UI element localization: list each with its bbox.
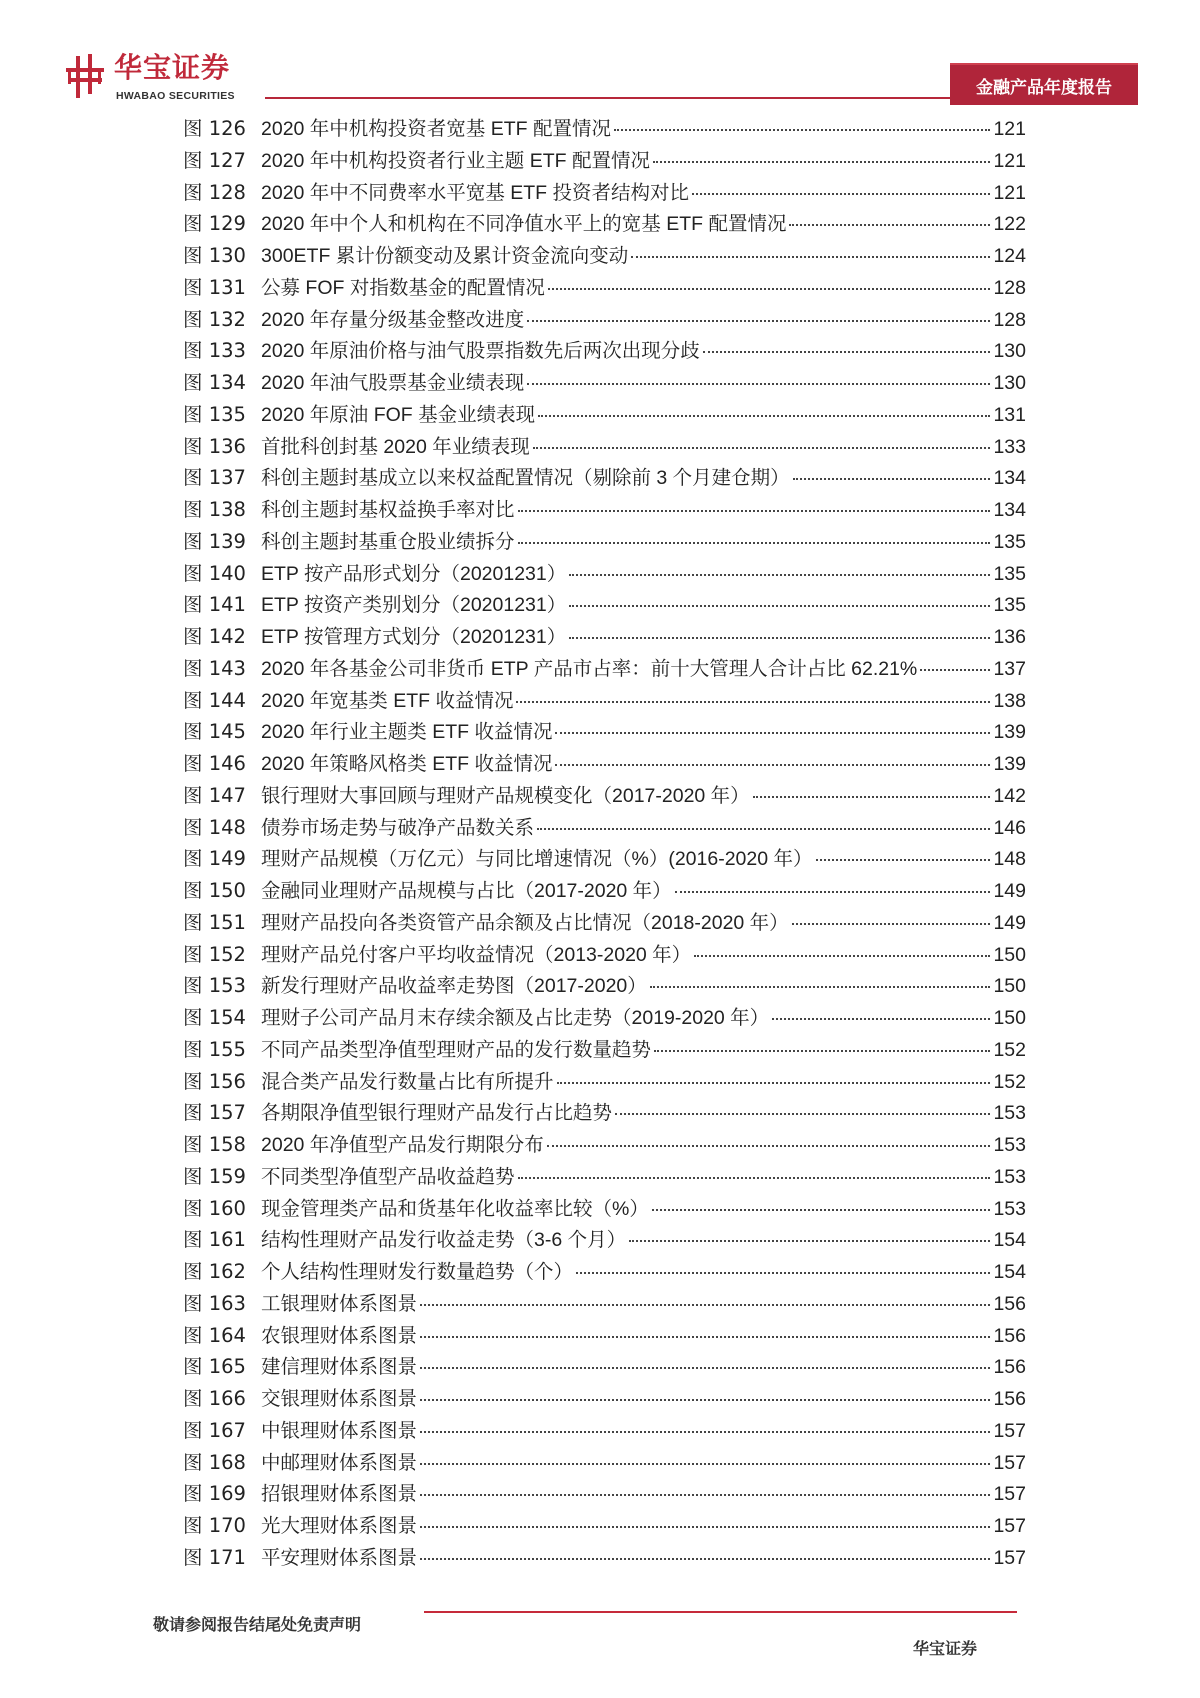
figure-title: 首批科创封基 2020 年业绩表现 [261, 435, 530, 458]
page-number: 149 [993, 911, 1026, 934]
figure-title: 个人结构性理财发行数量趋势（个） [261, 1261, 574, 1283]
toc-entry[interactable] [183, 1542, 1026, 1574]
figure-number: 图 134 [183, 371, 246, 394]
dot-leader [569, 574, 990, 576]
figure-title: ETP 按资产类别划分（20201231） [261, 594, 567, 617]
page-number: 146 [993, 816, 1026, 839]
dot-leader [557, 1082, 991, 1084]
page-number: 121 [993, 149, 1026, 172]
page-number: 157 [993, 1451, 1026, 1474]
dot-leader [420, 1463, 990, 1465]
figure-title: 中银理财体系图景 [261, 1419, 418, 1442]
page-number: 148 [993, 848, 1026, 871]
figure-number: 图 131 [183, 275, 246, 299]
page-number: 149 [993, 880, 1026, 902]
page-number: 157 [993, 1419, 1026, 1442]
dot-leader [631, 256, 990, 258]
figure-title: 2020 年存量分级基金整改进度 [261, 308, 525, 331]
figure-number: 图 164 [183, 1323, 246, 1347]
figure-title: 光大理财体系图景 [261, 1515, 418, 1537]
toc-entry[interactable] [183, 780, 1026, 812]
toc-entry[interactable] [183, 1510, 1026, 1542]
figure-number: 图 159 [183, 1164, 246, 1188]
figure-number: 图 147 [183, 783, 246, 807]
figure-title: 2020 年各基金公司非货币 ETP 产品市占率：前十大管理人合计占比 62.21% [261, 657, 918, 680]
figure-number: 图 160 [183, 1196, 246, 1220]
figure-number: 图 145 [183, 720, 246, 744]
figure-number: 图 163 [183, 1291, 246, 1315]
figure-number: 图 153 [183, 974, 246, 998]
dot-leader [569, 605, 990, 607]
figure-number: 图 152 [183, 942, 246, 966]
toc-entry[interactable] [183, 1415, 1026, 1447]
figure-title: 理财产品兑付客户平均收益情况（2013-2020 年） [261, 943, 692, 966]
figure-title: 金融同业理财产品规模与占比（2017-2020 年） [261, 880, 672, 902]
figure-title: 各期限净值型银行理财产品发行占比趋势 [261, 1102, 613, 1125]
figure-number: 图 150 [183, 879, 246, 902]
logo-mark-icon [64, 54, 106, 100]
toc-entry[interactable] [183, 1320, 1026, 1352]
page-number: 128 [993, 308, 1026, 331]
figure-number: 图 169 [183, 1482, 246, 1506]
figure-title: 理财产品规模（万亿元）与同比增速情况（%）(2016-2020 年） [261, 848, 813, 871]
dot-leader [527, 320, 990, 322]
page-number: 139 [993, 753, 1026, 775]
figure-title: 农银理财体系图景 [261, 1324, 418, 1347]
page-number: 157 [993, 1546, 1026, 1569]
page-number: 128 [993, 276, 1026, 299]
toc-entry[interactable] [183, 1478, 1026, 1510]
page-number: 135 [993, 594, 1026, 617]
page-number: 150 [993, 1007, 1026, 1029]
dot-leader [518, 510, 991, 512]
page-number: 154 [993, 1261, 1026, 1283]
page-number: 150 [993, 975, 1026, 998]
logo-text-cn: 华宝证券 [114, 51, 231, 84]
figure-number: 图 126 [183, 117, 246, 140]
toc-entry[interactable] [183, 1034, 1026, 1066]
dot-leader [694, 955, 990, 957]
page-number: 153 [993, 1102, 1026, 1125]
footer-brand: 华宝证券 [913, 1639, 978, 1658]
page-number: 154 [993, 1229, 1026, 1252]
logo-text-en: HWABAO SECURITIES [116, 90, 235, 102]
figure-number: 图 130 [183, 244, 246, 267]
figure-title: 2020 年油气股票基金业绩表现 [261, 372, 525, 394]
report-type-badge: 金融产品年度报告 [950, 63, 1138, 105]
toc-entry[interactable] [183, 272, 1026, 304]
toc-entry[interactable] [183, 431, 1026, 463]
dot-leader [420, 1367, 990, 1369]
figure-title: 科创主题封基重仓股业绩拆分 [261, 530, 515, 553]
figure-title: 招银理财体系图景 [261, 1483, 418, 1506]
dot-leader [772, 1018, 990, 1020]
toc-entry[interactable] [183, 1383, 1026, 1415]
toc-entry[interactable] [183, 367, 1026, 399]
figure-number: 图 140 [183, 561, 246, 585]
figure-title: 工银理财体系图景 [261, 1292, 418, 1315]
toc-entry[interactable] [183, 526, 1026, 558]
figure-title: 2020 年净值型产品发行期限分布 [261, 1134, 544, 1156]
dot-leader [527, 383, 990, 385]
page-number: 134 [993, 499, 1026, 521]
figure-title: 2020 年中机构投资者宽基 ETF 配置情况 [261, 118, 611, 140]
figure-title: 结构性理财产品发行收益走势（3-6 个月） [261, 1229, 627, 1252]
figure-title: 交银理财体系图景 [261, 1388, 418, 1410]
figure-title: 建信理财体系图景 [261, 1356, 418, 1379]
toc-entry[interactable] [183, 1447, 1026, 1479]
dot-leader [518, 542, 991, 544]
dot-leader [614, 129, 990, 131]
page-number: 133 [993, 435, 1026, 458]
figure-title: 科创主题封基权益换手率对比 [261, 499, 515, 521]
figure-table-of-contents [183, 113, 1026, 1574]
dot-leader [692, 193, 990, 195]
toc-entry[interactable] [183, 145, 1026, 177]
figure-title: 理财产品投向各类资管产品余额及占比情况（2018-2020 年） [261, 911, 789, 934]
figure-number: 图 142 [183, 625, 246, 648]
figure-title: 300ETF 累计份额变动及累计资金流向变动 [261, 245, 629, 267]
figure-title: ETP 按产品形式划分（20201231） [261, 562, 567, 585]
toc-entry[interactable] [183, 208, 1026, 240]
toc-entry[interactable] [183, 685, 1026, 717]
toc-entry[interactable] [183, 1002, 1026, 1034]
dot-leader [792, 923, 991, 925]
toc-entry[interactable] [183, 558, 1026, 590]
toc-entry[interactable] [183, 462, 1026, 494]
page-number: 131 [993, 403, 1026, 426]
dot-leader [420, 1526, 990, 1528]
dot-leader [420, 1304, 990, 1306]
disclaimer-note: 敬请参阅报告结尾处免责声明 [153, 1615, 362, 1634]
toc-entry[interactable] [183, 177, 1026, 209]
figure-number: 图 146 [183, 752, 246, 775]
page-number: 138 [993, 689, 1026, 712]
figure-title: 公募 FOF 对指数基金的配置情况 [261, 276, 545, 299]
toc-entry[interactable] [183, 240, 1026, 272]
page-number: 153 [993, 1134, 1026, 1156]
toc-entry[interactable] [183, 1097, 1026, 1129]
page-number: 135 [993, 530, 1026, 553]
figure-number: 图 144 [183, 688, 246, 712]
dot-leader [547, 1145, 991, 1147]
figure-title: 2020 年策略风格类 ETF 收益情况 [261, 753, 553, 775]
toc-entry[interactable] [183, 812, 1026, 844]
page-number: 156 [993, 1324, 1026, 1347]
toc-entry[interactable] [183, 653, 1026, 685]
figure-title: 平安理财体系图景 [261, 1546, 418, 1569]
dot-leader [816, 859, 991, 861]
figure-number: 图 137 [183, 466, 246, 490]
figure-title: 不同产品类型净值型理财产品的发行数量趋势 [261, 1038, 652, 1061]
dot-leader [420, 1336, 990, 1338]
page-number: 136 [993, 626, 1026, 648]
figure-number: 图 132 [183, 307, 246, 331]
toc-entry[interactable] [183, 304, 1026, 336]
page-number: 139 [993, 721, 1026, 744]
dot-leader [652, 1209, 991, 1211]
page-number: 137 [993, 657, 1026, 680]
figure-number: 图 141 [183, 593, 246, 617]
figure-number: 图 161 [183, 1228, 246, 1252]
dot-leader [615, 1113, 990, 1115]
page-number: 134 [993, 467, 1026, 490]
figure-title: ETP 按管理方式划分（20201231） [261, 626, 567, 648]
dot-leader [533, 447, 991, 449]
page-number: 142 [993, 784, 1026, 807]
toc-entry[interactable] [183, 1224, 1026, 1256]
figure-number: 图 136 [183, 434, 246, 458]
toc-entry[interactable] [183, 1256, 1026, 1288]
page-number: 156 [993, 1388, 1026, 1410]
figure-number: 图 135 [183, 402, 246, 426]
page-number: 156 [993, 1356, 1026, 1379]
figure-title: 债券市场走势与破净产品数关系 [261, 816, 535, 839]
figure-number: 图 157 [183, 1101, 246, 1125]
toc-entry[interactable] [183, 1193, 1026, 1225]
figure-title: 2020 年中不同费率水平宽基 ETF 投资者结构对比 [261, 181, 689, 204]
page-number: 135 [993, 562, 1026, 585]
page-number: 152 [993, 1038, 1026, 1061]
dot-leader [518, 1177, 991, 1179]
figure-number: 图 168 [183, 1450, 246, 1474]
figure-title: 中邮理财体系图景 [261, 1451, 418, 1474]
toc-entry[interactable] [183, 1066, 1026, 1098]
toc-entry[interactable] [183, 907, 1026, 939]
dot-leader [538, 415, 990, 417]
footer-divider [424, 1611, 1017, 1613]
toc-entry[interactable] [183, 875, 1026, 907]
page-number: 121 [993, 181, 1026, 204]
figure-title: 不同类型净值型产品收益趋势 [261, 1165, 515, 1188]
page-number: 157 [993, 1515, 1026, 1537]
figure-title: 混合类产品发行数量占比有所提升 [261, 1070, 554, 1093]
toc-entry[interactable] [183, 1161, 1026, 1193]
dot-leader [675, 891, 991, 893]
page-number: 156 [993, 1292, 1026, 1315]
toc-entry[interactable] [183, 1351, 1026, 1383]
toc-entry[interactable] [183, 1129, 1026, 1161]
toc-entry[interactable] [183, 939, 1026, 971]
dot-leader [420, 1494, 990, 1496]
page-number: 130 [993, 340, 1026, 363]
toc-entry[interactable] [183, 494, 1026, 526]
figure-title: 2020 年中机构投资者行业主题 ETF 配置情况 [261, 149, 650, 172]
page-number: 121 [993, 118, 1026, 140]
figure-number: 图 128 [183, 180, 246, 204]
dot-leader [420, 1399, 990, 1401]
figure-title: 2020 年原油 FOF 基金业绩表现 [261, 403, 536, 426]
dot-leader [555, 732, 990, 734]
figure-number: 图 162 [183, 1260, 246, 1283]
dot-leader [653, 161, 990, 163]
dot-leader [420, 1431, 990, 1433]
figure-title: 2020 年中个人和机构在不同净值水平上的宽基 ETF 配置情况 [261, 213, 787, 236]
toc-entry[interactable] [183, 970, 1026, 1002]
company-logo [64, 52, 274, 104]
figure-number: 图 167 [183, 1418, 246, 1442]
toc-entry[interactable] [183, 843, 1026, 875]
figure-number: 图 151 [183, 910, 246, 934]
figure-number: 图 165 [183, 1355, 246, 1379]
dot-leader [548, 288, 991, 290]
dot-leader [793, 478, 991, 480]
figure-number: 图 148 [183, 815, 246, 839]
figure-number: 图 156 [183, 1069, 246, 1093]
page-number: 152 [993, 1070, 1026, 1093]
dot-leader [516, 701, 990, 703]
dot-leader [654, 1050, 990, 1052]
figure-number: 图 155 [183, 1037, 246, 1061]
page-number: 130 [993, 372, 1026, 394]
figure-number: 图 133 [183, 339, 246, 363]
page-number: 153 [993, 1197, 1026, 1220]
page-number: 122 [993, 213, 1026, 236]
figure-number: 图 127 [183, 148, 246, 172]
figure-title: 现金管理类产品和货基年化收益率比较（%） [261, 1197, 649, 1220]
dot-leader [920, 669, 990, 671]
toc-entry[interactable] [183, 113, 1026, 145]
figure-number: 图 154 [183, 1006, 246, 1029]
figure-title: 新发行理财产品收益率走势图（2017-2020） [261, 975, 647, 998]
dot-leader [555, 764, 990, 766]
dot-leader [753, 796, 991, 798]
dot-leader [420, 1558, 990, 1560]
figure-number: 图 166 [183, 1387, 246, 1410]
header-divider [265, 97, 955, 99]
figure-number: 图 129 [183, 212, 246, 236]
figure-number: 图 170 [183, 1514, 246, 1537]
dot-leader [569, 637, 990, 639]
toc-entry[interactable] [183, 716, 1026, 748]
page-number: 150 [993, 943, 1026, 966]
figure-number: 图 143 [183, 656, 246, 680]
figure-title: 科创主题封基成立以来权益配置情况（剔除前 3 个月建仓期） [261, 467, 790, 490]
toc-entry[interactable] [183, 748, 1026, 780]
dot-leader [576, 1272, 990, 1274]
figure-number: 图 138 [183, 498, 246, 521]
dot-leader [537, 828, 990, 830]
figure-title: 2020 年宽基类 ETF 收益情况 [261, 689, 514, 712]
page-number: 124 [993, 245, 1026, 267]
dot-leader [703, 351, 991, 353]
figure-number: 图 158 [183, 1133, 246, 1156]
figure-title: 银行理财大事回顾与理财产品规模变化（2017-2020 年） [261, 784, 750, 807]
figure-title: 理财子公司产品月末存续余额及占比走势（2019-2020 年） [261, 1007, 770, 1029]
dot-leader [650, 986, 991, 988]
toc-entry[interactable] [183, 399, 1026, 431]
toc-entry[interactable] [183, 1288, 1026, 1320]
toc-entry[interactable] [183, 589, 1026, 621]
toc-entry[interactable] [183, 335, 1026, 367]
figure-title: 2020 年原油价格与油气股票指数先后两次出现分歧 [261, 340, 700, 363]
figure-number: 图 139 [183, 529, 246, 553]
page-number: 153 [993, 1165, 1026, 1188]
page-number: 157 [993, 1483, 1026, 1506]
figure-title: 2020 年行业主题类 ETF 收益情况 [261, 721, 553, 744]
toc-entry[interactable] [183, 621, 1026, 653]
figure-number: 图 149 [183, 847, 246, 871]
dot-leader [629, 1240, 990, 1242]
dot-leader [789, 224, 990, 226]
figure-number: 图 171 [183, 1545, 246, 1569]
